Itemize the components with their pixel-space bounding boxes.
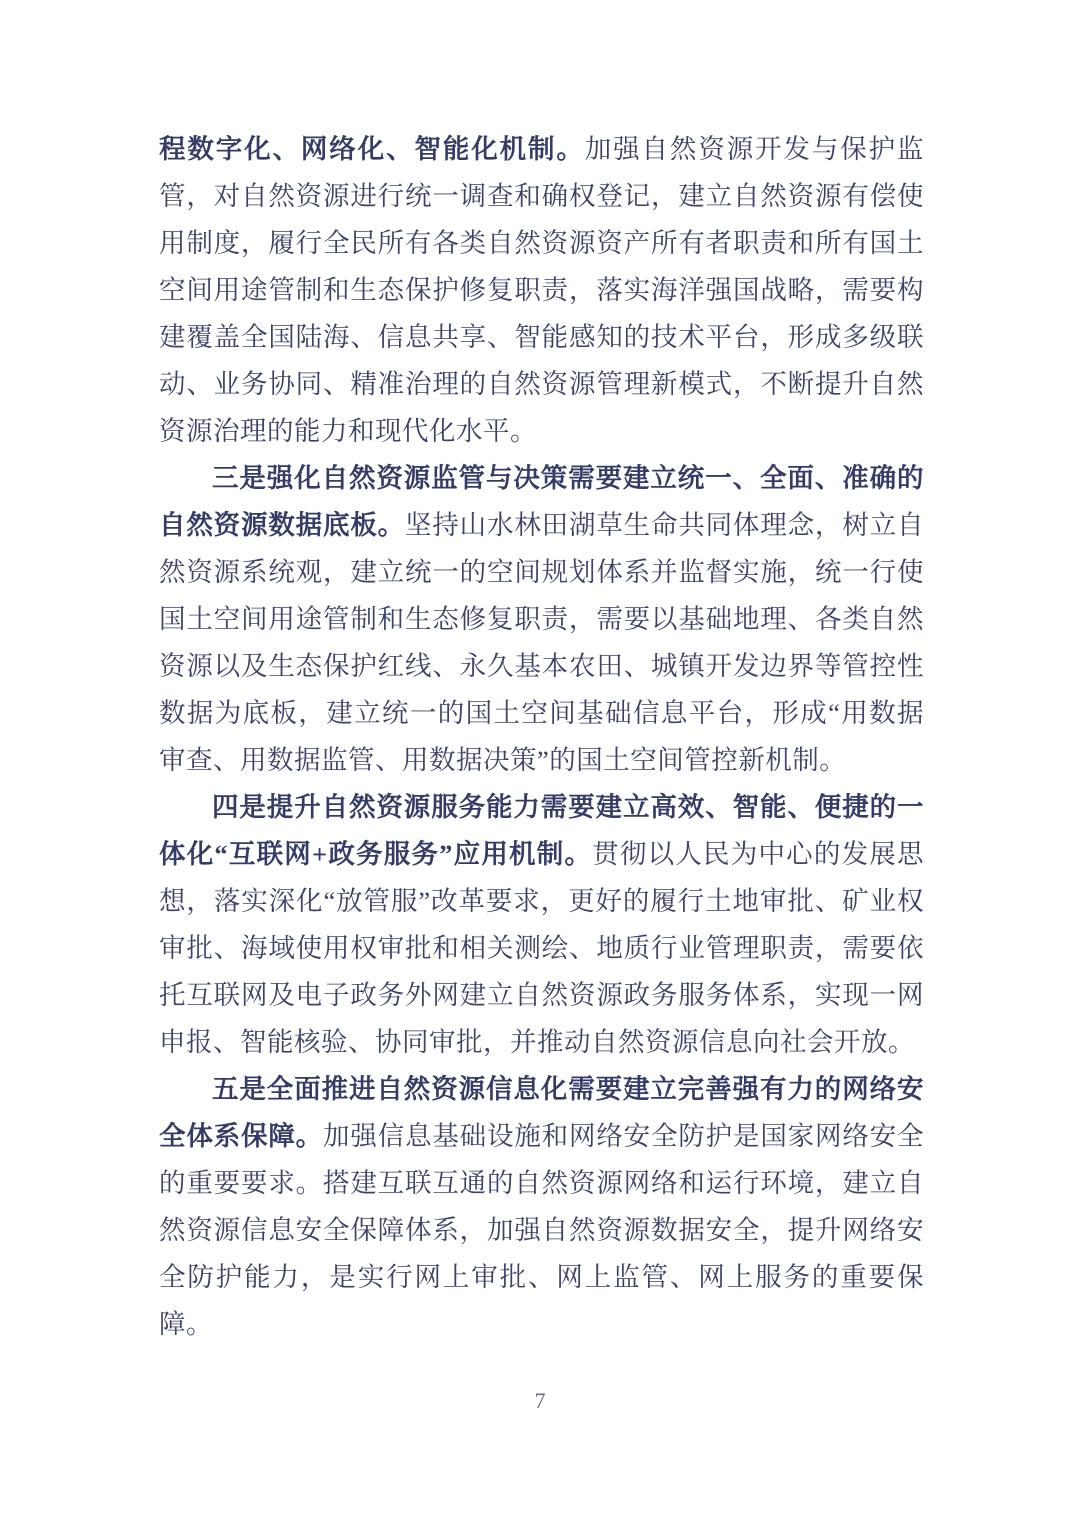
paragraph-text: 坚持山水林田湖草生命共同体理念，树立自然资源系统观，建立统一的空间规划体系并监督实施，统一行使国土空间用途管制和生态修复职责，需要以基础地理、各类自然资源以及生态保护红线、永久基本农田、城镇开发边界等管控性数据为底板，建立统一的国土空间基础信息平台，形成“用数据审查、用数据监管、用数据决策”的国土空间管控新机制。 [159, 510, 924, 775]
page-number: 7 [534, 1388, 546, 1413]
paragraph-continued [159, 126, 924, 455]
paragraph-text: 加强自然资源开发与保护监管，对自然资源进行统一调查和确权登记，建立自然资源有偿使用制度，履行全民所有各类自然资源资产所有者职责和所有国土空间用途管制和生态保护修复职责，落实海洋强国战略，需要构建覆盖全国陆海、信息共享、智能感知的技术平台，形成多级联动、业务协同、精准治理的自然资源管理新模式，不断提升自然资源治理的能力和现代化水平。 [159, 134, 925, 446]
paragraph-point-five [159, 1066, 924, 1348]
paragraph-point-three [159, 455, 924, 784]
paragraph-bold-lead: 程数字化、网络化、智能化机制。 [159, 134, 585, 164]
paragraph-bold-lead: 五是全面推进自然资源信息化需要建立完善强有力的网络安全体系保障。 [159, 1074, 924, 1151]
paragraph-text: 加强信息基础设施和网络安全防护是国家网络安全的重要要求。搭建互联互通的自然资源网络和运行环境，建立自然资源信息安全保障体系，加强自然资源数据安全，提升网络安全防护能力，是实行网上审批、网上监管、网上服务的重要保障。 [159, 1121, 924, 1339]
paragraph-bold-lead: 四是提升自然资源服务能力需要建立高效、智能、便捷的一体化“互联网+政务服务”应用机制。 [159, 792, 924, 869]
paragraph-bold-lead: 三是强化自然资源监管与决策需要建立统一、全面、准确的自然资源数据底板。 [159, 463, 924, 540]
paragraph-point-four [159, 784, 924, 1066]
page-footer [0, 1388, 1080, 1414]
paragraph-text: 贯彻以人民为中心的发展思想，落实深化“放管服”改革要求，更好的履行土地审批、矿业权审批、海域使用权审批和相关测绘、地质行业管理职责，需要依托互联网及电子政务外网建立自然资源政务服务体系，实现一网申报、智能核验、协同审批，并推动自然资源信息向社会开放。 [159, 839, 925, 1057]
document-body [159, 126, 924, 1348]
